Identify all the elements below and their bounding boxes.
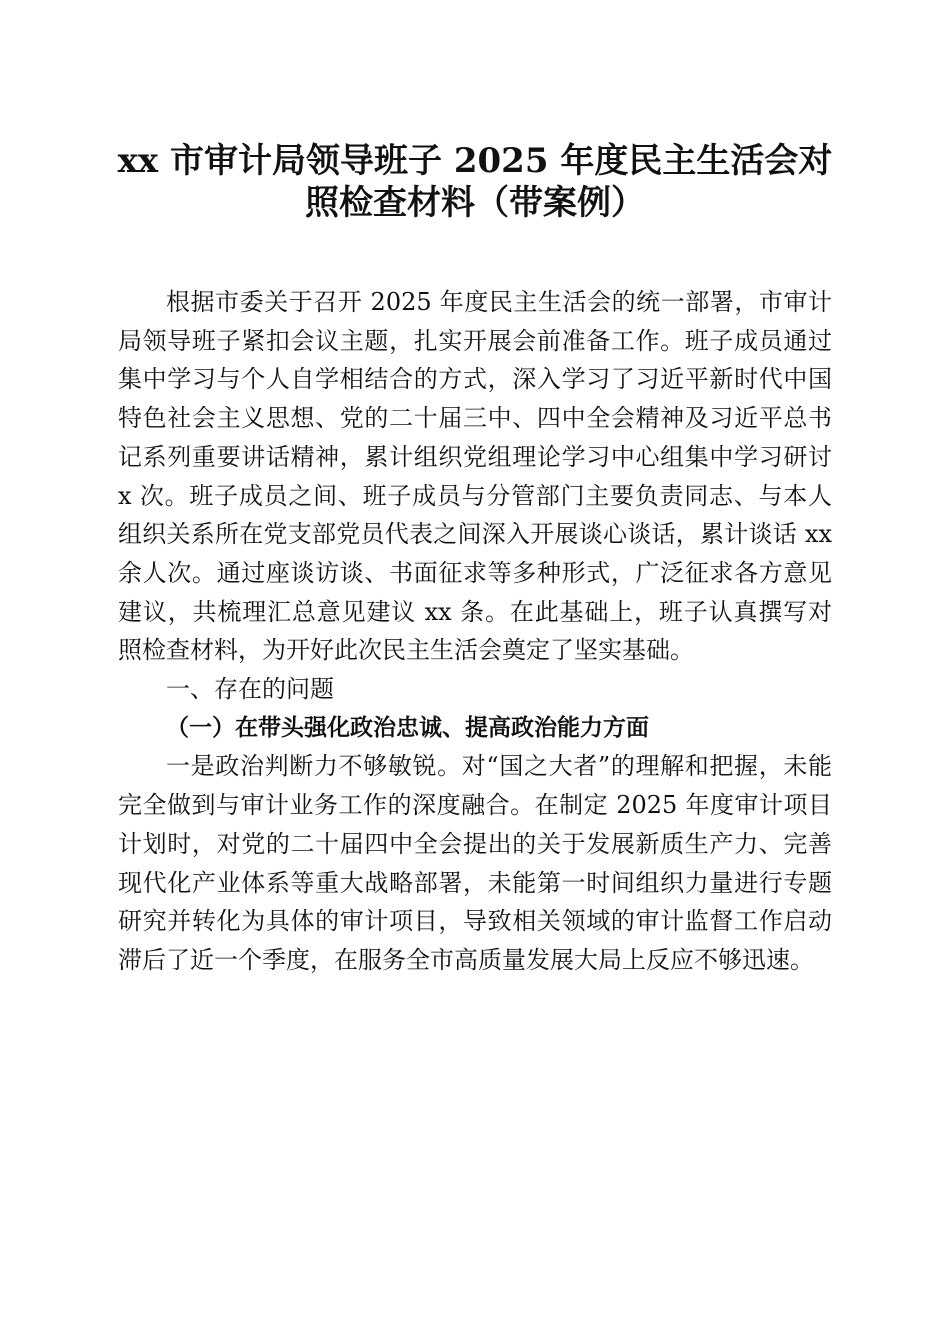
section-heading: 一、存在的问题: [166, 675, 334, 704]
point-paragraph: 一是政治判断力不够敏锐。对“国之大者”的理解和把握，未能完全做到与审计业务工作的深度融合。在制定 2025 年度审计项目计划时，对党的二十届四中全会提出的关于发展新质生产力、完善现代化产业体系等重大战略部署，未能第一时间组织力量进行专题研究并转化为具体的审计项目，导致相关领域的审计监督工作启动滞后了近一个季度，在服务全市高质量发展大局上反应不够迅速。: [118, 752, 832, 974]
title-line-2: 照检查材料（带案例）: [305, 183, 645, 223]
subsection-heading: （一）在带头强化政治忠诚、提高政治能力方面: [166, 713, 649, 741]
title-line-1: xx 市审计局领导班子 2025 年度民主生活会对: [117, 141, 833, 181]
document-body: [118, 283, 832, 980]
document-title: [100, 140, 850, 224]
intro-paragraph: 根据市委关于召开 2025 年度民主生活会的统一部署，市审计局领导班子紧扣会议主题，扎实开展会前准备工作。班子成员通过集中学习与个人自学相结合的方式，深入学习了习近平新时代中国特色社会主义思想、党的二十届三中、四中全会精神及习近平总书记系列重要讲话精神，累计组织党组理论学习中心组集中学习研讨 x 次。班子成员之间、班子成员与分管部门主要负责同志、与本人组织关系所在党支部党员代表之间深入开展谈心谈话，累计谈话 xx 余人次。通过座谈访谈、书面征求等多种形式，广泛征求各方意见建议，共梳理汇总意见建议 xx 条。在此基础上，班子认真撰写对照检查材料，为开好此次民主生活会奠定了坚实基础。: [118, 288, 832, 665]
